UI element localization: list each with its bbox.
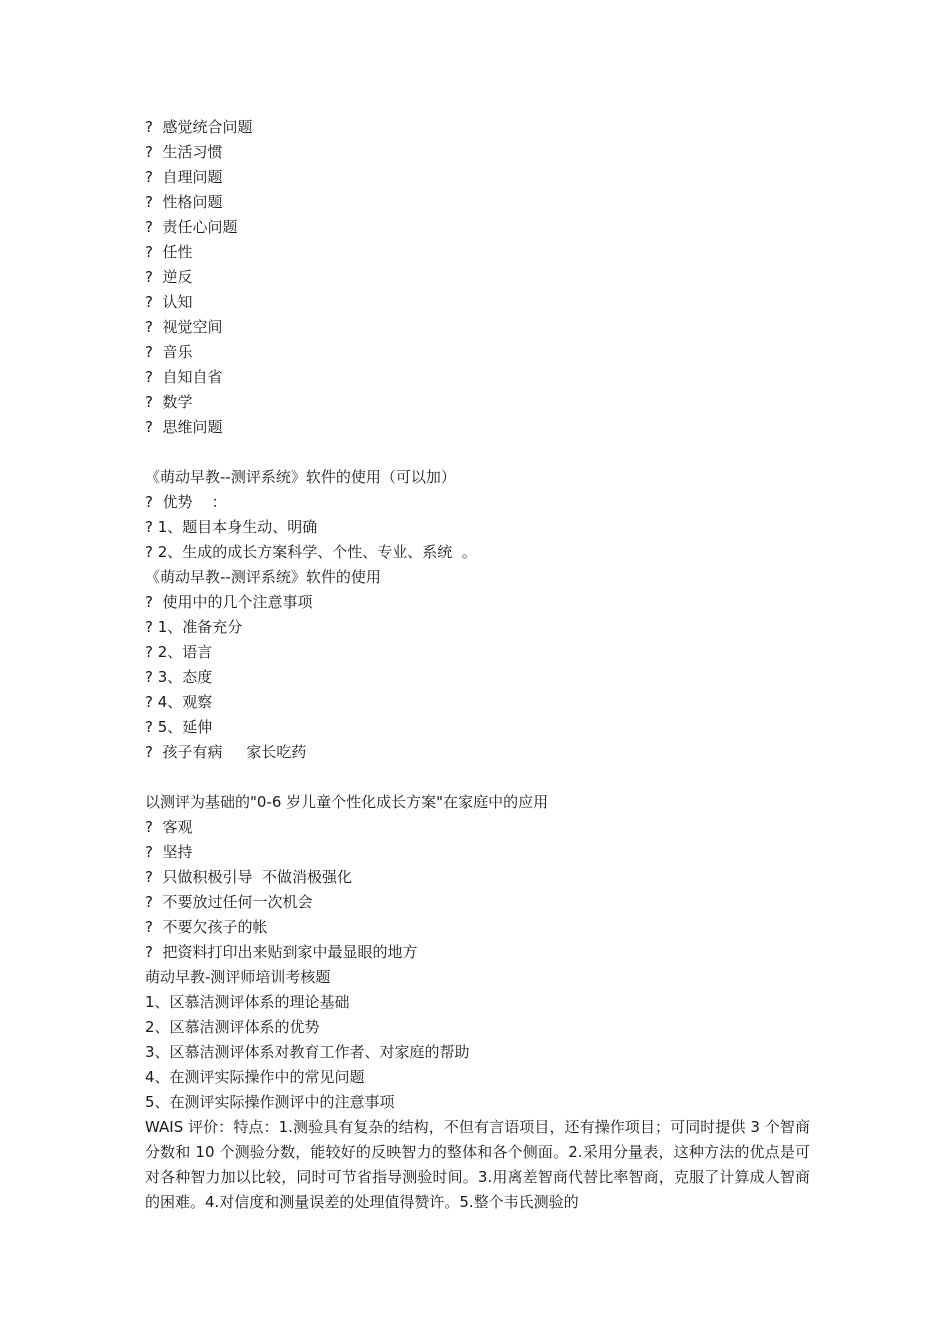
- list-item: ? 责任心问题: [145, 218, 238, 236]
- list-item: ? 4、观察: [145, 693, 213, 711]
- wais-evaluation-paragraph: WAIS 评价：特点：1.测验具有复杂的结构，不但有言语项目，还有操作项目；可同时提供 3 个智商分数和 10 个测验分数，能较好的反映智力的整体和各个侧面。2.采用分量表，这种方法的优点是可对各种智力加以比较，同时可节省指导测验时间。3.用离差智商代替比率智商，克服了计算成人智商的困难。4.对信度和测量误差的处理值得赞许。5.整个韦氏测验的: [145, 1118, 810, 1211]
- list-item: ? 任性: [145, 243, 193, 261]
- list-item: ? 性格问题: [145, 193, 223, 211]
- list-item: ? 3、态度: [145, 668, 213, 686]
- list-item: ? 自知自省: [145, 368, 223, 386]
- list-item: ? 不要欠孩子的帐: [145, 918, 268, 936]
- section-heading: 以测评为基础的"0-6 岁儿童个性化成长方案"在家庭中的应用: [145, 793, 549, 811]
- list-item: ? 认知: [145, 293, 193, 311]
- list-item: ? 视觉空间: [145, 318, 223, 336]
- paragraph-spacer: [145, 440, 810, 465]
- section-heading: 《萌动早教--测评系统》软件的使用（可以加）: [145, 468, 456, 486]
- section-heading: 《萌动早教--测评系统》软件的使用: [145, 568, 381, 586]
- list-item: ? 5、延伸: [145, 718, 213, 736]
- list-item: ? 数学: [145, 393, 193, 411]
- list-item: ? 自理问题: [145, 168, 223, 186]
- list-item: ? 把资料打印出来贴到家中最显眼的地方: [145, 943, 418, 961]
- list-item: ? 感觉统合问题: [145, 118, 253, 136]
- list-item: ? 2、生成的成长方案科学、个性、专业、系统 。: [145, 543, 477, 561]
- list-item: 3、区慕洁测评体系对教育工作者、对家庭的帮助: [145, 1043, 470, 1061]
- list-item: 5、在测评实际操作测评中的注意事项: [145, 1093, 395, 1111]
- list-item: ? 孩子有病 家长吃药: [145, 743, 307, 761]
- list-item: ? 优势 ：: [145, 493, 227, 511]
- list-item: ? 1、题目本身生动、明确: [145, 518, 318, 536]
- list-item: ? 使用中的几个注意事项: [145, 593, 313, 611]
- list-item: ? 1、准备充分: [145, 618, 243, 636]
- document-body: [145, 115, 810, 1215]
- list-item: ? 2、语言: [145, 643, 213, 661]
- paragraph-spacer: [145, 765, 810, 790]
- list-item: ? 音乐: [145, 343, 193, 361]
- problem-list: [145, 115, 810, 440]
- list-item: 1、区慕洁测评体系的理论基础: [145, 993, 350, 1011]
- list-item: ? 思维问题: [145, 418, 223, 436]
- list-item: ? 逆反: [145, 268, 193, 286]
- list-item: 4、在测评实际操作中的常见问题: [145, 1068, 365, 1086]
- list-item: ? 生活习惯: [145, 143, 223, 161]
- list-item: 2、区慕洁测评体系的优势: [145, 1018, 320, 1036]
- list-item: ? 只做积极引导 不做消极强化: [145, 868, 353, 886]
- section-heading: 萌动早教-测评师培训考核题: [145, 968, 331, 986]
- list-item: ? 不要放过任何一次机会: [145, 893, 313, 911]
- family-application-section: [145, 790, 810, 1215]
- software-usage-section: [145, 465, 810, 765]
- list-item: ? 坚持: [145, 843, 193, 861]
- list-item: ? 客观: [145, 818, 193, 836]
